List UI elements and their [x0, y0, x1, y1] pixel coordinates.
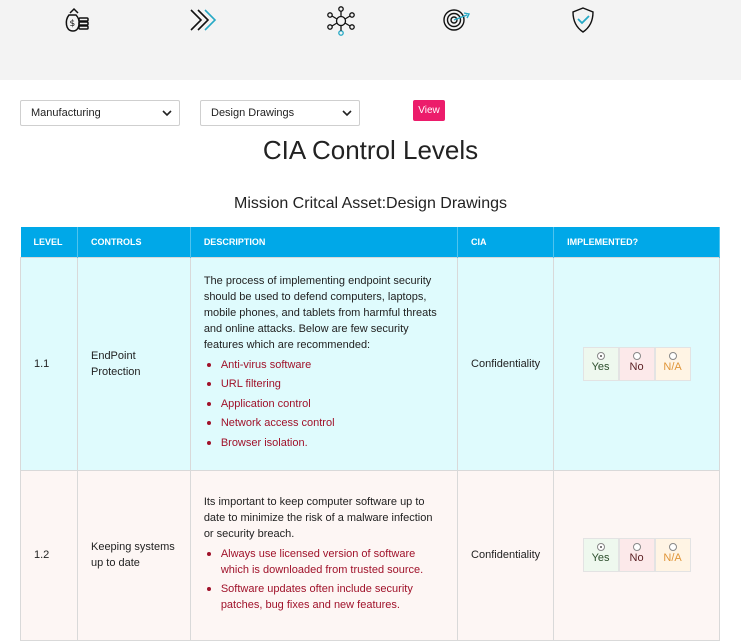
- option-label: N/A: [663, 552, 682, 564]
- implemented-options: [567, 347, 706, 381]
- asset-select-value: Design Drawings: [211, 107, 295, 119]
- top-icon-bar: [0, 0, 741, 80]
- implemented-na-option[interactable]: [655, 538, 691, 572]
- industry-select[interactable]: [20, 100, 180, 126]
- description-cell: [190, 257, 457, 470]
- description-text: Its important to keep computer software up to date to minimize the risk of a malware infection or security breach.: [203, 496, 433, 540]
- fast-forward-icon[interactable]: [187, 4, 219, 36]
- implemented-na-option[interactable]: [655, 347, 691, 381]
- radio-yes[interactable]: [597, 543, 605, 551]
- asset-select[interactable]: [200, 100, 360, 126]
- level-cell: 1.1: [21, 257, 78, 470]
- list-item: Anti-virus software: [204, 357, 444, 373]
- list-item: URL filtering: [204, 376, 444, 392]
- list-item: Application control: [204, 396, 444, 412]
- implemented-no-option[interactable]: [619, 538, 655, 572]
- radio-na[interactable]: [669, 352, 677, 360]
- implemented-yes-option[interactable]: [583, 538, 619, 572]
- control-cell: EndPoint Protection: [77, 257, 190, 470]
- list-item: Software updates often include security patches, bug fixes and new features.: [204, 581, 444, 613]
- radio-na[interactable]: [669, 543, 677, 551]
- header-description: DESCRIPTION: [190, 227, 457, 257]
- feature-list: [204, 357, 444, 451]
- cia-cell: Confidentiality: [458, 470, 554, 640]
- table-row: [21, 257, 720, 470]
- controls-table: [20, 227, 720, 641]
- description-cell: [190, 470, 457, 640]
- table-row: [21, 470, 720, 640]
- target-icon[interactable]: [440, 4, 472, 36]
- view-button[interactable]: View: [413, 100, 445, 121]
- header-controls: CONTROLS: [77, 227, 190, 257]
- option-label: Yes: [591, 552, 610, 564]
- radio-no[interactable]: [633, 352, 641, 360]
- shield-check-icon[interactable]: [567, 4, 599, 36]
- list-item: Always use licensed version of software which is downloaded from trusted source.: [204, 546, 444, 578]
- level-cell: 1.2: [21, 470, 78, 640]
- table-header-row: [21, 227, 720, 257]
- page-title: CIA Control Levels: [262, 135, 479, 165]
- implemented-options: [567, 538, 706, 572]
- chevron-down-icon: [341, 107, 353, 119]
- header-cia: CIA: [458, 227, 554, 257]
- implemented-yes-option[interactable]: [583, 347, 619, 381]
- implemented-no-option[interactable]: [619, 347, 655, 381]
- implemented-cell: [554, 470, 720, 640]
- chevron-down-icon: [161, 107, 173, 119]
- description-text: The process of implementing endpoint security should be used to defend computers, laptops, mobile phones, and tablets from harmful threats and online attacks. Below are few security features which are recommended:: [203, 274, 437, 351]
- list-item: Browser isolation.: [204, 435, 444, 451]
- svg-text:$: $: [69, 19, 76, 29]
- control-cell: Keeping systems up to date: [77, 470, 190, 640]
- option-label: Yes: [591, 360, 610, 373]
- industry-select-value: Manufacturing: [31, 107, 101, 119]
- option-label: No: [629, 552, 644, 564]
- asset-title: [0, 195, 741, 213]
- network-hub-icon[interactable]: [325, 4, 357, 36]
- list-item: Network access control: [204, 415, 444, 431]
- cia-cell: Confidentiality: [458, 257, 554, 470]
- radio-yes[interactable]: [597, 352, 605, 360]
- option-label: N/A: [663, 360, 682, 373]
- header-implemented: IMPLEMENTED?: [554, 227, 720, 257]
- radio-no[interactable]: [633, 543, 641, 551]
- header-level: LEVEL: [21, 227, 78, 257]
- asset-title-name: Design Drawings: [386, 195, 507, 212]
- implemented-cell: [554, 257, 720, 470]
- asset-title-prefix: Mission Critcal Asset:: [234, 195, 387, 212]
- option-label: No: [629, 360, 644, 373]
- money-bag-icon[interactable]: [61, 4, 93, 36]
